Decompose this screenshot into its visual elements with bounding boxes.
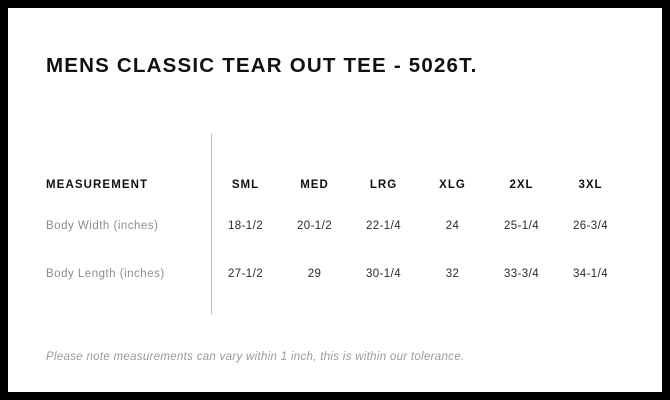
cell-body-width-2xl: 25-1/4 — [503, 220, 539, 232]
column-header-med: MED — [300, 179, 329, 191]
table-header-row — [46, 168, 625, 202]
tolerance-note: Please note measurements can vary within 1 inch, this is within our tolerance. — [46, 351, 465, 363]
column-header-lrg: LRG — [369, 179, 398, 191]
column-header-measurement: MEASUREMENT — [46, 179, 149, 191]
cell-body-width-3xl: 26-3/4 — [572, 220, 608, 232]
cell-body-length-xlg: 32 — [445, 268, 460, 280]
column-header-3xl: 3XL — [578, 179, 603, 191]
cell-body-length-lrg: 30-1/4 — [365, 268, 401, 280]
table-header — [46, 168, 625, 202]
cell-body-width-med: 20-1/2 — [296, 220, 332, 232]
row-label-body-length: Body Length (inches) — [46, 268, 165, 280]
cell-body-width-xlg: 24 — [445, 220, 460, 232]
column-header-2xl: 2XL — [509, 179, 534, 191]
cell-body-width-lrg: 22-1/4 — [365, 220, 401, 232]
cell-body-length-3xl: 34-1/4 — [572, 268, 608, 280]
row-label-body-width: Body Width (inches) — [46, 220, 159, 232]
size-chart-table — [46, 168, 625, 298]
table-body — [46, 202, 625, 298]
cell-body-width-sml: 18-1/2 — [227, 220, 263, 232]
cell-body-length-2xl: 33-3/4 — [503, 268, 539, 280]
cell-body-length-med: 29 — [307, 268, 322, 280]
table-row — [46, 202, 625, 250]
column-header-xlg: XLG — [439, 179, 466, 191]
column-header-sml: SML — [231, 179, 260, 191]
page-title: MENS CLASSIC TEAR OUT TEE - 5026T. — [46, 54, 478, 77]
table-row — [46, 250, 625, 298]
size-chart-page — [8, 8, 662, 392]
cell-body-length-sml: 27-1/2 — [227, 268, 263, 280]
